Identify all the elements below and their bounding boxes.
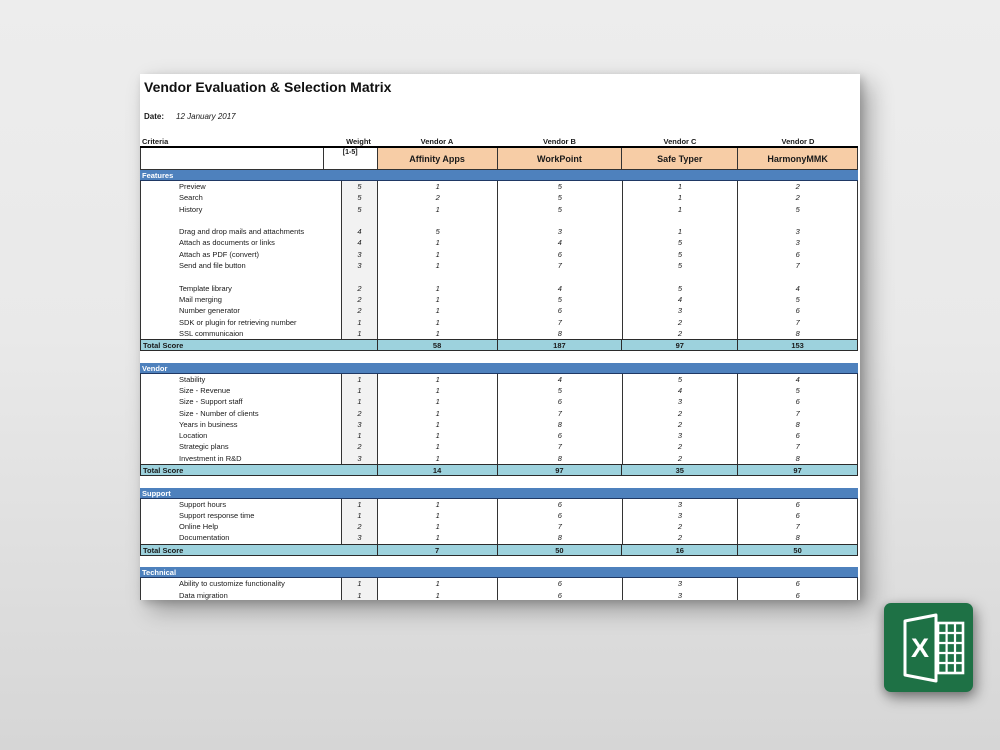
score-cell: 7	[497, 408, 622, 419]
criteria-cell: Investment in R&D	[179, 453, 242, 463]
score-cell: 1	[377, 249, 497, 260]
score-cell: 2	[622, 328, 738, 339]
table-row	[140, 510, 858, 521]
section-header: Features	[140, 170, 858, 181]
date-value: 12 January 2017	[176, 112, 236, 121]
weight-cell: 3	[341, 249, 378, 260]
score-cell: 5	[737, 385, 857, 396]
score-cell: 2	[377, 192, 497, 203]
weight-cell: 2	[341, 521, 378, 532]
total-score-value: 97	[737, 465, 857, 475]
section-header: Support	[140, 488, 858, 499]
score-cell	[377, 215, 497, 226]
table-row	[140, 441, 858, 452]
score-cell: 5	[622, 283, 738, 294]
score-cell: 1	[377, 578, 497, 589]
score-cell: 6	[497, 305, 622, 316]
vendor-c-column-header: Vendor C	[663, 137, 697, 146]
score-cell: 3	[622, 510, 738, 521]
weight-cell: 3	[341, 453, 378, 464]
score-cell: 1	[377, 453, 497, 464]
total-score-value: 58	[377, 340, 497, 350]
score-cell	[497, 215, 622, 226]
weight-cell: 1	[341, 590, 378, 600]
score-cell: 6	[737, 249, 857, 260]
date-row	[144, 112, 236, 121]
total-score-label: Total Score	[143, 545, 184, 555]
weight-cell: 1	[341, 317, 378, 328]
criteria-cell: Support response time	[179, 510, 255, 520]
score-cell: 3	[737, 237, 857, 248]
score-cell: 8	[497, 453, 622, 464]
table-row	[140, 226, 858, 237]
score-cell: 2	[622, 521, 738, 532]
document-title: Vendor Evaluation & Selection Matrix	[144, 79, 392, 95]
table-row	[140, 408, 858, 419]
criteria-cell: Location	[179, 431, 208, 441]
score-cell: 3	[622, 305, 738, 316]
weight-cell: 1	[341, 396, 378, 407]
table-row	[140, 192, 858, 203]
table-row	[140, 578, 858, 589]
vendor-d-name: HarmonyMMK	[737, 148, 857, 169]
table-row	[140, 396, 858, 407]
criteria-cell: Size - Revenue	[179, 385, 231, 395]
score-cell: 5	[622, 237, 738, 248]
weight-cell: 2	[341, 441, 378, 452]
vendor-d-column-header: Vendor D	[781, 137, 815, 146]
score-cell: 6	[737, 578, 857, 589]
score-cell: 5	[497, 204, 622, 215]
criteria-cell: Search	[179, 193, 203, 203]
criteria-cell: Mail merging	[179, 294, 222, 304]
score-cell: 1	[377, 260, 497, 271]
weight-cell: 1	[341, 510, 378, 521]
table-row	[140, 305, 858, 316]
criteria-cell: Size - Support staff	[179, 397, 243, 407]
score-cell: 1	[377, 294, 497, 305]
score-cell: 5	[497, 385, 622, 396]
total-score-value: 97	[621, 340, 737, 350]
criteria-cell	[141, 271, 341, 282]
vendor-name-row	[140, 148, 858, 170]
score-cell: 1	[377, 181, 497, 192]
score-cell: 6	[497, 430, 622, 441]
section-gap	[140, 351, 858, 363]
table-row	[140, 328, 858, 339]
section-header: Vendor	[140, 363, 858, 374]
score-cell: 4	[497, 283, 622, 294]
weight-cell: 4	[341, 237, 378, 248]
criteria-cell: Attach as PDF (convert)	[179, 249, 260, 259]
score-cell: 8	[737, 419, 857, 430]
weight-cell: 1	[341, 430, 378, 441]
score-cell	[622, 271, 738, 282]
table-row	[140, 317, 858, 328]
score-cell: 1	[377, 385, 497, 396]
score-cell: 6	[737, 305, 857, 316]
criteria-cell: Size - Number of clients	[179, 408, 259, 418]
score-cell	[737, 271, 857, 282]
weight-cell: 1	[341, 374, 378, 385]
score-cell: 6	[737, 430, 857, 441]
score-cell: 7	[497, 441, 622, 452]
weight-cell: 5	[341, 204, 378, 215]
evaluation-table	[140, 134, 858, 600]
criteria-cell: History	[179, 204, 203, 214]
score-cell: 6	[497, 396, 622, 407]
weight-cell: 1	[341, 499, 378, 510]
score-cell: 5	[622, 249, 738, 260]
vendor-b-name: WorkPoint	[497, 148, 622, 169]
column-header-row	[140, 134, 858, 148]
score-cell: 2	[622, 408, 738, 419]
criteria-cell: Strategic plans	[179, 442, 229, 452]
score-cell: 6	[497, 249, 622, 260]
criteria-cell: Template library	[179, 283, 232, 293]
weight-cell: 5	[341, 192, 378, 203]
criteria-cell: Drag and drop mails and attachments	[179, 227, 305, 237]
total-score-value: 35	[621, 465, 737, 475]
weight-cell: 3	[341, 260, 378, 271]
spreadsheet-document	[140, 74, 860, 600]
table-row	[140, 430, 858, 441]
total-score-value: 50	[737, 545, 857, 555]
total-score-label: Total Score	[143, 466, 184, 476]
weight-cell: 1	[341, 328, 378, 339]
score-cell	[377, 271, 497, 282]
score-cell: 5	[377, 226, 497, 237]
score-cell: 6	[737, 510, 857, 521]
score-cell: 8	[497, 419, 622, 430]
score-cell: 7	[497, 260, 622, 271]
score-cell: 5	[497, 181, 622, 192]
score-cell: 6	[497, 578, 622, 589]
table-row	[140, 181, 858, 192]
score-cell: 6	[497, 590, 622, 600]
score-cell: 5	[737, 204, 857, 215]
score-cell: 1	[377, 419, 497, 430]
vendor-b-column-header: Vendor B	[543, 137, 576, 146]
score-cell	[497, 271, 622, 282]
weight-cell: 2	[341, 408, 378, 419]
score-cell: 8	[737, 328, 857, 339]
score-cell: 4	[737, 374, 857, 385]
score-cell: 6	[497, 510, 622, 521]
table-row	[140, 260, 858, 271]
total-score-value: 16	[621, 545, 737, 555]
score-cell: 2	[622, 317, 738, 328]
score-cell: 1	[377, 590, 497, 600]
table-row	[140, 204, 858, 215]
table-sections	[140, 170, 858, 600]
score-cell	[737, 215, 857, 226]
criteria-column-header: Criteria	[142, 137, 169, 146]
score-cell: 8	[497, 532, 622, 543]
weight-cell	[341, 215, 378, 226]
score-cell: 1	[377, 499, 497, 510]
criteria-cell: Send and file button	[179, 261, 246, 271]
date-label: Date:	[144, 112, 165, 121]
score-cell: 7	[737, 260, 857, 271]
vendor-a-column-header: Vendor A	[420, 137, 454, 146]
score-cell: 2	[737, 181, 857, 192]
score-cell: 7	[497, 521, 622, 532]
weight-scale-cell	[141, 148, 377, 169]
score-cell: 4	[737, 283, 857, 294]
table-row	[140, 271, 858, 282]
score-cell: 7	[737, 317, 857, 328]
svg-text:X: X	[910, 633, 930, 663]
section-gap	[140, 476, 858, 488]
table-row	[140, 590, 858, 600]
score-cell: 6	[737, 590, 857, 600]
total-score-value: 50	[497, 545, 622, 555]
table-row	[140, 237, 858, 248]
excel-page-icon	[905, 615, 936, 681]
score-cell	[622, 215, 738, 226]
table-row	[140, 294, 858, 305]
score-cell: 4	[622, 294, 738, 305]
score-cell: 3	[622, 578, 738, 589]
score-cell: 7	[737, 441, 857, 452]
score-cell: 1	[377, 283, 497, 294]
criteria-cell: Documentation	[179, 533, 230, 543]
total-score-row	[140, 464, 858, 476]
score-cell: 1	[377, 237, 497, 248]
criteria-cell: Years in business	[179, 419, 238, 429]
score-cell: 2	[622, 441, 738, 452]
weight-cell: 3	[341, 532, 378, 543]
score-cell: 5	[737, 294, 857, 305]
score-cell: 2	[737, 192, 857, 203]
score-cell: 2	[622, 419, 738, 430]
score-cell: 5	[622, 260, 738, 271]
weight-cell: 2	[341, 294, 378, 305]
table-row	[140, 521, 858, 532]
criteria-cell: SSL communicaion	[179, 328, 244, 338]
total-score-value: 187	[497, 340, 622, 350]
table-row	[140, 374, 858, 385]
score-cell: 8	[737, 532, 857, 543]
section-header: Technical	[140, 567, 858, 578]
weight-cell: 4	[341, 226, 378, 237]
criteria-cell: Attach as documents or links	[179, 238, 275, 248]
weight-scale-label: [1-5]	[323, 148, 377, 169]
total-score-value: 7	[377, 545, 497, 555]
criteria-cell: Preview	[179, 182, 206, 191]
criteria-cell: Data migration	[179, 590, 228, 600]
table-row	[140, 453, 858, 464]
criteria-cell: Online Help	[179, 522, 219, 532]
score-cell: 1	[622, 192, 738, 203]
score-cell: 7	[737, 521, 857, 532]
total-score-row	[140, 339, 858, 351]
weight-cell: 1	[341, 385, 378, 396]
score-cell: 2	[622, 532, 738, 543]
total-score-row	[140, 544, 858, 556]
score-cell: 4	[497, 237, 622, 248]
score-cell: 1	[622, 181, 738, 192]
score-cell: 1	[622, 204, 738, 215]
score-cell: 3	[622, 396, 738, 407]
table-row	[140, 283, 858, 294]
criteria-cell: Support hours	[179, 499, 227, 509]
score-cell: 6	[737, 396, 857, 407]
weight-cell: 2	[341, 283, 378, 294]
score-cell: 8	[497, 328, 622, 339]
score-cell: 4	[622, 385, 738, 396]
criteria-cell: Stability	[179, 374, 206, 384]
section-gap	[140, 556, 858, 568]
score-cell: 1	[377, 328, 497, 339]
score-cell: 1	[377, 521, 497, 532]
score-cell: 1	[377, 532, 497, 543]
table-row	[140, 385, 858, 396]
table-row	[140, 249, 858, 260]
score-cell: 1	[377, 441, 497, 452]
total-score-value: 14	[377, 465, 497, 475]
weight-cell: 3	[341, 419, 378, 430]
score-cell: 4	[497, 374, 622, 385]
total-score-value: 153	[737, 340, 857, 350]
weight-cell	[341, 271, 378, 282]
table-row	[140, 532, 858, 543]
score-cell: 1	[377, 374, 497, 385]
score-cell: 1	[377, 430, 497, 441]
score-cell: 1	[377, 317, 497, 328]
weight-column-header: Weight	[346, 137, 371, 146]
score-cell: 8	[737, 453, 857, 464]
score-cell: 7	[497, 317, 622, 328]
total-score-label: Total Score	[143, 341, 184, 351]
score-cell: 6	[497, 499, 622, 510]
vendor-a-name: Affinity Apps	[377, 148, 497, 169]
score-cell: 5	[497, 192, 622, 203]
table-row	[140, 215, 858, 226]
score-cell: 7	[737, 408, 857, 419]
score-cell: 3	[622, 430, 738, 441]
score-cell: 1	[622, 226, 738, 237]
score-cell: 1	[377, 396, 497, 407]
score-cell: 5	[622, 374, 738, 385]
criteria-cell: Number generator	[179, 306, 240, 316]
score-cell: 3	[622, 590, 738, 600]
score-cell: 1	[377, 305, 497, 316]
score-cell: 1	[377, 204, 497, 215]
vendor-c-name: Safe Typer	[621, 148, 737, 169]
excel-icon	[884, 603, 973, 692]
score-cell: 5	[497, 294, 622, 305]
score-cell: 1	[377, 510, 497, 521]
weight-cell: 2	[341, 305, 378, 316]
score-cell: 1	[377, 408, 497, 419]
total-score-value: 97	[497, 465, 622, 475]
criteria-cell	[141, 215, 341, 226]
score-cell: 3	[497, 226, 622, 237]
score-cell: 6	[737, 499, 857, 510]
table-row	[140, 419, 858, 430]
score-cell: 2	[622, 453, 738, 464]
score-cell: 3	[737, 226, 857, 237]
weight-cell: 1	[341, 578, 378, 589]
weight-cell: 5	[341, 181, 378, 192]
criteria-cell: SDK or plugin for retrieving number	[179, 317, 297, 327]
criteria-cell: Ability to customize functionality	[179, 579, 285, 589]
table-row	[140, 499, 858, 510]
score-cell: 3	[622, 499, 738, 510]
